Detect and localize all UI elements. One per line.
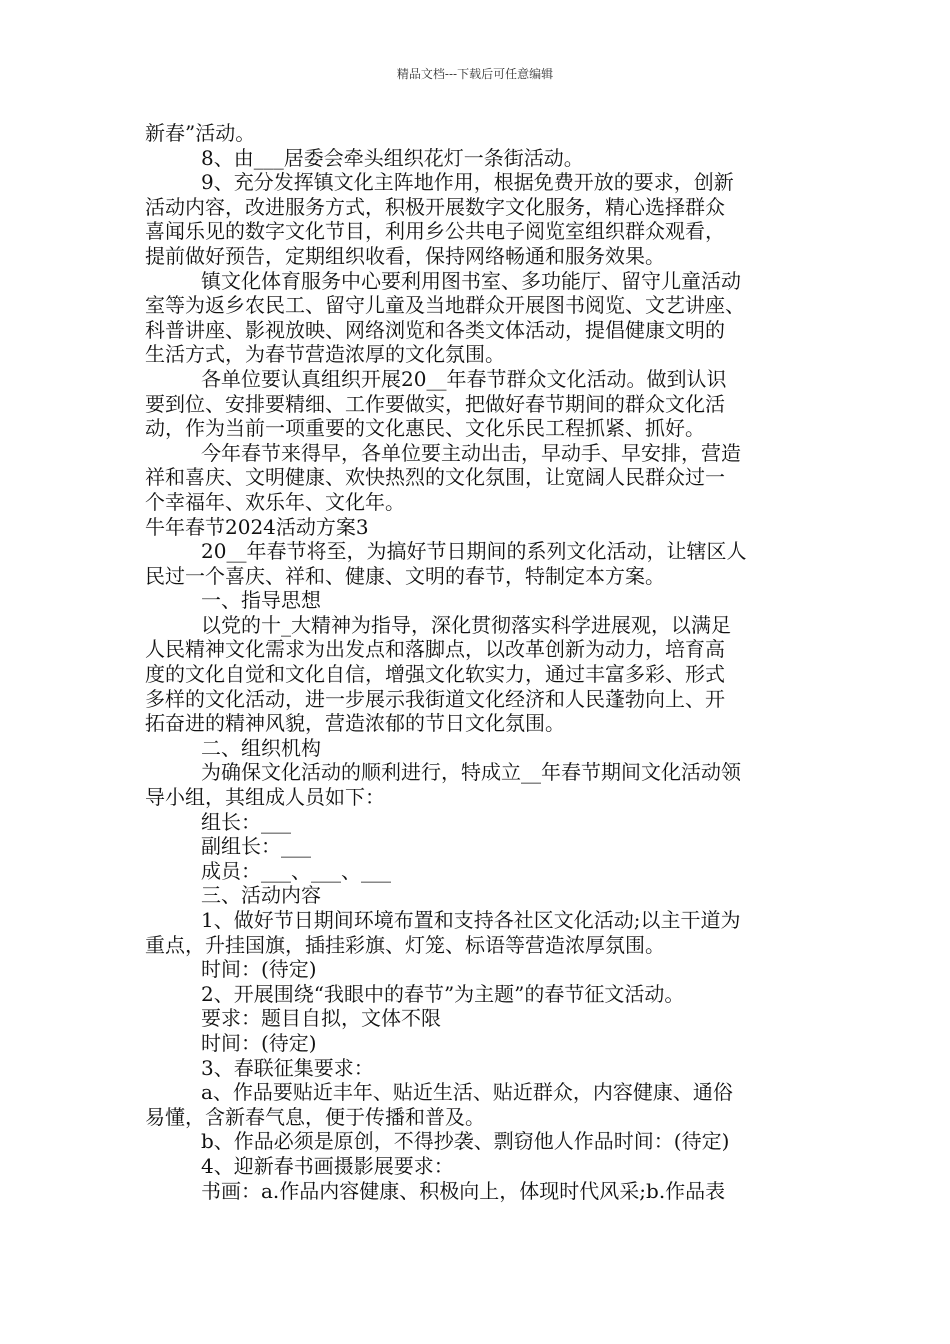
text-line: a、作品要贴近丰年、贴近生活、贴近群众，内容健康、通俗 <box>201 1080 733 1105</box>
text-line: 二、组织机构 <box>201 735 321 760</box>
text-line: 牛年春节2024活动方案3 <box>145 514 369 539</box>
text-line: 室等为返乡农民工、留守儿童及当地群众开展图书阅览、文艺讲座、 <box>145 293 745 318</box>
text-line: 各单位要认真组织开展20__年春节群众文化活动。做到认识 <box>201 366 727 391</box>
text-line: 人民精神文化需求为出发点和落脚点，以改革创新为动力，培育高 <box>145 637 725 662</box>
text-line: 要到位、安排要精细、工作要做实，把做好春节期间的群众文化活 <box>145 391 725 416</box>
text-line: 拓奋进的精神风貌，营造浓郁的节日文化氛围。 <box>145 711 565 736</box>
text-line: 3、春联征集要求： <box>201 1055 374 1080</box>
text-line: 副组长：___ <box>201 834 311 859</box>
text-line: 个幸福年、欢乐年、文化年。 <box>145 489 405 514</box>
text-line: 祥和喜庆、文明健康、欢快热烈的文化氛围，让宽阔人民群众过一 <box>145 465 725 490</box>
text-line: 重点，升挂国旗，插挂彩旗、灯笼、标语等营造浓厚氛围。 <box>145 932 665 957</box>
text-line: 8、由___居委会牵头组织花灯一条街活动。 <box>201 145 584 170</box>
text-line: 4、迎新春书画摄影展要求： <box>201 1153 454 1178</box>
text-line: 20__年春节将至，为搞好节日期间的系列文化活动，让辖区人 <box>201 539 747 564</box>
text-line: 时间：(待定) <box>201 957 317 982</box>
text-line: 今年春节来得早，各单位要主动出击，早动手、早安排，营造 <box>201 440 741 465</box>
text-line: 镇文化体育服务中心要利用图书室、多功能厅、留守儿童活动 <box>201 268 741 293</box>
text-line: 以党的十_大精神为指导，深化贯彻落实科学进展观，以满足 <box>201 612 731 637</box>
text-line: 新春”活动。 <box>145 121 256 145</box>
text-line: 9、充分发挥镇文化主阵地作用，根据免费开放的要求，创新 <box>201 170 734 195</box>
text-line: 为确保文化活动的顺利进行，特成立__年春节期间文化活动领 <box>201 760 741 785</box>
text-line: 提前做好预告，定期组织收看，保持网络畅通和服务效果。 <box>145 243 665 268</box>
text-line: 2、开展围绕“我眼中的春节”为主题”的春节征文活动。 <box>201 981 685 1006</box>
text-line: 动，作为当前一项重要的文化惠民、文化乐民工程抓紧、抓好。 <box>145 416 705 441</box>
text-line: 喜闻乐见的数字文化节目，利用乡公共电子阅览室组织群众观看， <box>145 219 725 244</box>
page-header: 精品文档---下载后可任意编辑 <box>396 67 554 81</box>
text-line: 成员：___、___、___ <box>201 858 391 883</box>
text-line: 导小组，其组成人员如下： <box>145 785 385 810</box>
text-line: b、作品必须是原创，不得抄袭、剽窃他人作品时间：(待定) <box>201 1129 730 1154</box>
text-line: 三、活动内容 <box>201 883 321 908</box>
text-line: 民过一个喜庆、祥和、健康、文明的春节，特制定本方案。 <box>145 563 665 588</box>
text-line: 书画：a.作品内容健康、积极向上，体现时代风采;b.作品表 <box>201 1178 726 1203</box>
text-line: 生活方式，为春节营造浓厚的文化氛围。 <box>145 342 505 367</box>
text-line: 1、做好节日期间环境布置和支持各社区文化活动;以主干道为 <box>201 908 741 932</box>
text-line: 易懂，含新春气息，便于传播和普及。 <box>145 1104 485 1129</box>
text-line: 组长：___ <box>201 809 291 834</box>
text-line: 科普讲座、影视放映、网络浏览和各类文体活动，提倡健康文明的 <box>145 317 725 342</box>
text-line: 要求：题目自拟，文体不限 <box>201 1006 441 1031</box>
document-body <box>145 121 817 1203</box>
text-line: 度的文化自觉和文化自信，增强文化软实力，通过丰富多彩、形式 <box>145 662 725 687</box>
text-line: 一、指导思想 <box>201 588 321 613</box>
text-line: 活动内容，改进服务方式，积极开展数字文化服务，精心选择群众 <box>145 194 725 219</box>
text-line: 多样的文化活动，进一步展示我街道文化经济和人民蓬勃向上、开 <box>145 686 725 711</box>
text-line: 时间：(待定) <box>201 1030 317 1055</box>
